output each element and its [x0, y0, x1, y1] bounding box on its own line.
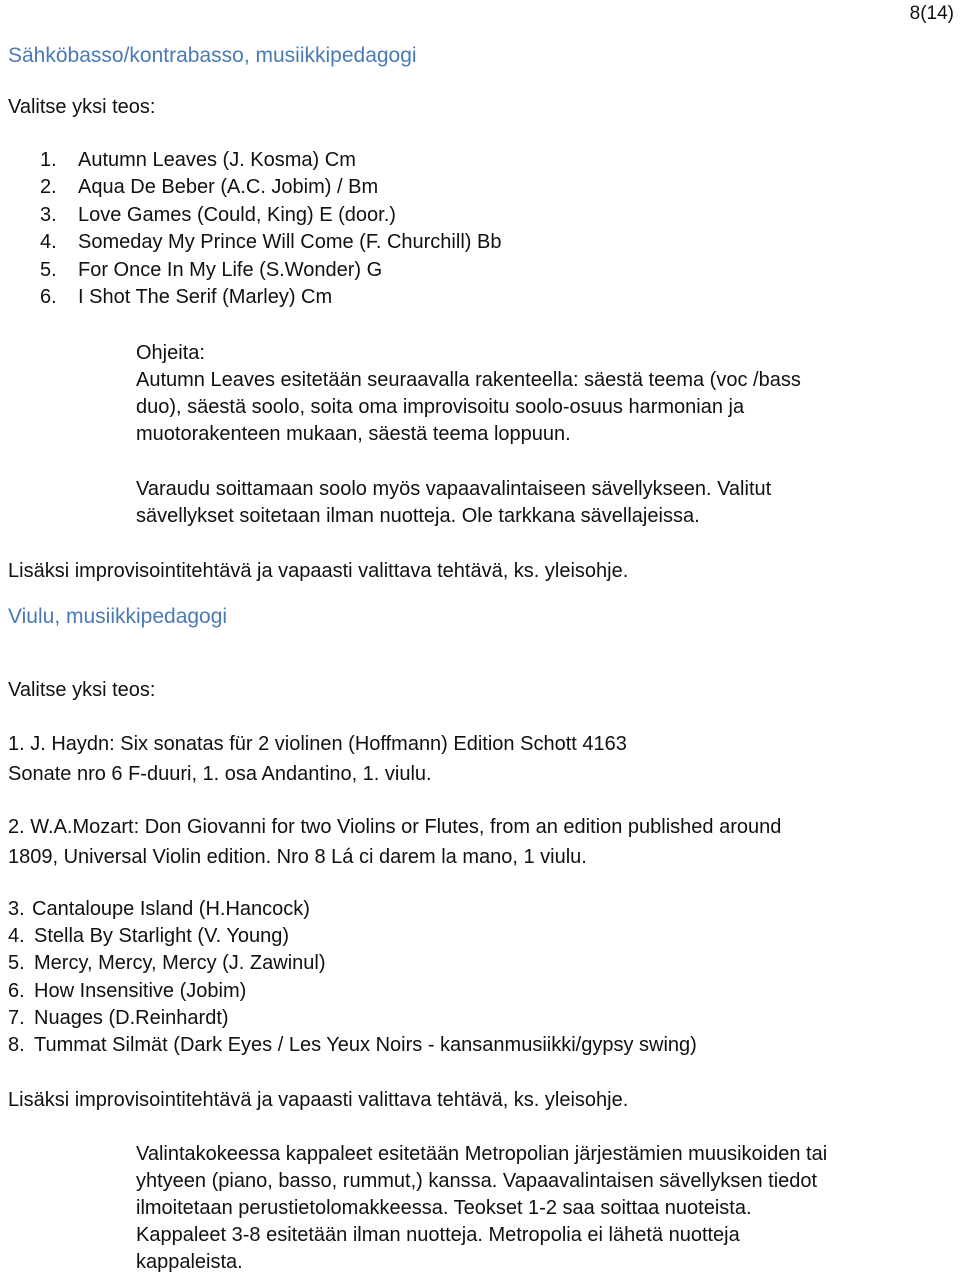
list-item: 5. Mercy, Mercy, Mercy (J. Zawinul) [8, 952, 326, 975]
final-note-line: yhtyeen (piano, basso, rummut,) kanssa. Vapaavalintaisen sävellyksen tiedot [136, 1170, 818, 1192]
choose-one-label-violin: Valitse yksi teos: [8, 679, 156, 701]
list-item: 4. Stella By Starlight (V. Young) [8, 925, 289, 948]
list-item: 1. Autumn Leaves (J. Kosma) Cm [40, 149, 356, 171]
list-item: 4. Someday My Prince Will Come (F. Churchill) Bb [40, 231, 502, 254]
choose-one-label-bass: Valitse yksi teos: [8, 96, 156, 118]
final-note-line: ilmoitetaan perustietolomakkeessa. Teokset 1-2 saa soittaa nuoteista. [136, 1197, 752, 1219]
list-item: 6. I Shot The Serif (Marley) Cm [40, 285, 333, 308]
list-item: 3. Love Games (Could, King) E (door.) [40, 203, 396, 226]
section-heading-bass: Sähköbasso/kontrabasso, musiikkipedagogi [8, 44, 417, 67]
instructions-line: duo), säestä soolo, soita oma improvisoitu soolo-osuus harmonian ja [136, 396, 745, 418]
list-item: 2. Aqua De Beber (A.C. Jobim) / Bm [40, 176, 379, 199]
list-item: 6. How Insensitive (Jobim) [8, 979, 247, 1002]
extra-tasks-note-bass: Lisäksi improvisointitehtävä ja vapaasti valittava tehtävä, ks. yleisohje. [8, 560, 629, 582]
final-note-line: Kappaleet 3-8 esitetään ilman nuotteja. Metropolia ei lähetä nuotteja [136, 1224, 740, 1246]
list-item: 3. Cantaloupe Island (H.Hancock) [8, 898, 310, 920]
note-line: Varaudu soittamaan soolo myös vapaavalintaiseen sävellykseen. Valitut [136, 478, 772, 500]
list-item: 5. For Once In My Life (S.Wonder) G [40, 258, 383, 281]
violin-work-line: 2. W.A.Mozart: Don Giovanni for two Violins or Flutes, from an edition published around [8, 816, 782, 838]
note-line: sävellykset soitetaan ilman nuotteja. Ole tarkkana sävellajeissa. [136, 505, 700, 527]
instructions-line: muotorakenteen mukaan, säestä teema loppuun. [136, 423, 571, 445]
final-note-line: kappaleista. [136, 1251, 243, 1273]
extra-tasks-note-violin: Lisäksi improvisointitehtävä ja vapaasti valittava tehtävä, ks. yleisohje. [8, 1089, 629, 1111]
violin-work-line: 1. J. Haydn: Six sonatas für 2 violinen (Hoffmann) Edition Schott 4163 [8, 733, 627, 755]
list-item: 7. Nuages (D.Reinhardt) [8, 1006, 229, 1029]
violin-works-list [8, 896, 697, 1059]
section-heading-violin: Viulu, musiikkipedagogi [8, 605, 228, 628]
instructions-title: Ohjeita: [136, 342, 205, 364]
page-number: 8(14) [909, 3, 954, 24]
violin-work-line: 1809, Universal Violin edition. Nro 8 Lá ci darem la mano, 1 viulu. [8, 846, 587, 868]
violin-work-line: Sonate nro 6 F-duuri, 1. osa Andantino, 1. viulu. [8, 763, 432, 785]
bass-works-list [40, 147, 501, 311]
list-item: 8. Tummat Silmät (Dark Eyes / Les Yeux Noirs - kansanmusiikki/gypsy swing) [8, 1033, 697, 1056]
final-note-line: Valintakokeessa kappaleet esitetään Metropolian järjestämien muusikoiden tai [136, 1143, 828, 1165]
instructions-line: Autumn Leaves esitetään seuraavalla rakenteella: säestä teema (voc /bass [136, 369, 801, 391]
